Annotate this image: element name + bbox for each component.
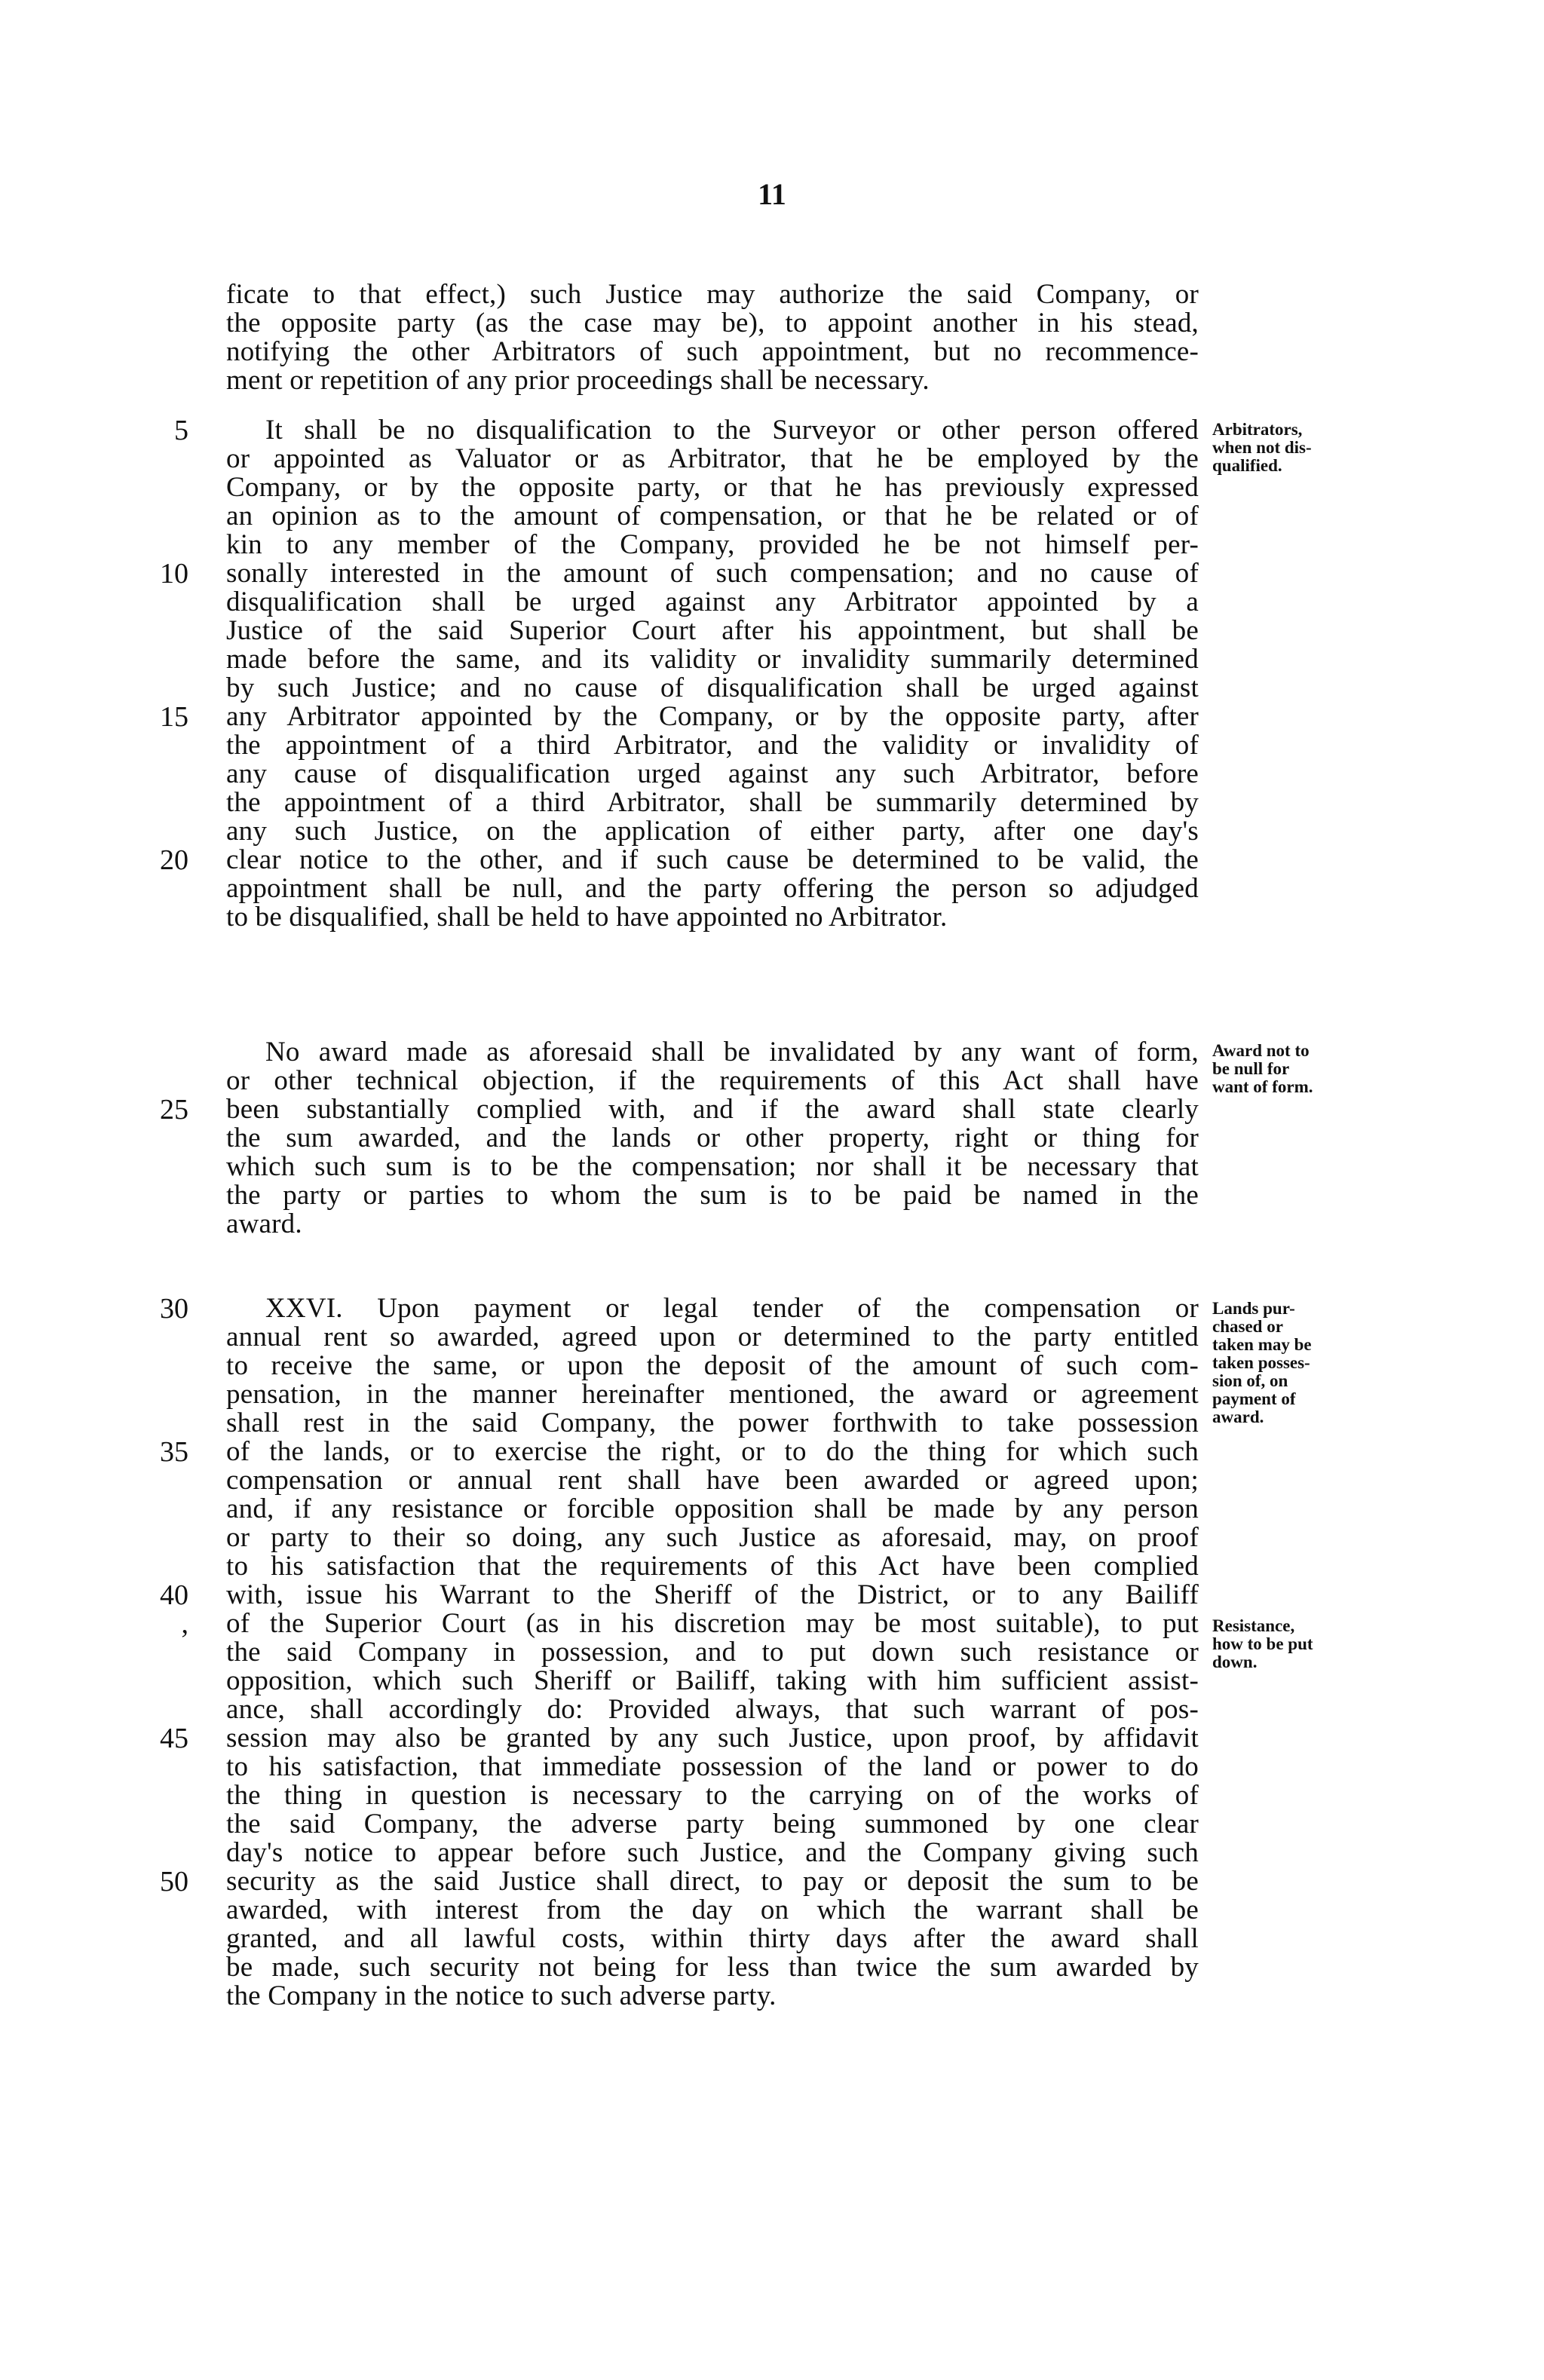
text-line: of the lands, or to exercise the right, or to do the thing for which such <box>226 1436 1199 1467</box>
line-number: 15 <box>160 701 188 733</box>
text-line: to be disqualified, shall be held to have appointed no Arbitrator. <box>226 902 948 933</box>
margin-note-line: Resistance, <box>1212 1616 1295 1635</box>
text-line: kin to any member of the Company, provided he be not himself per- <box>226 529 1199 560</box>
text-line: compensation or annual rent shall have been awarded or agreed upon; <box>226 1465 1199 1496</box>
text-line: the appointment of a third Arbitrator, and the validity or invalidity of <box>226 730 1199 761</box>
line-number: 10 <box>160 558 188 590</box>
page-number: 11 <box>758 177 786 211</box>
margin-note-line: want of form. <box>1212 1077 1313 1096</box>
text-line: clear notice to the other, and if such cause be determined to be valid, the <box>226 844 1199 875</box>
line-number: 35 <box>160 1436 188 1468</box>
text-line: or appointed as Valuator or as Arbitrator, that he be employed by the <box>226 443 1199 474</box>
text-line: the Company in the notice to such adverse party. <box>226 1980 777 2011</box>
line-number: , <box>181 1608 188 1640</box>
text-line: to receive the same, or upon the deposit of the amount of such com- <box>226 1350 1199 1381</box>
margin-note-line: down. <box>1212 1653 1258 1671</box>
text-line: appointment shall be null, and the party offering the person so adjudged <box>226 873 1199 904</box>
text-line: or party to their so doing, any such Justice as aforesaid, may, on proof <box>226 1522 1199 1553</box>
margin-note-line: chased or <box>1212 1317 1283 1336</box>
text-line: ficate to that effect,) such Justice may authorize the said Company, or <box>226 279 1199 310</box>
text-line: XXVI. Upon payment or legal tender of the compensation or <box>265 1293 1199 1324</box>
line-number: 20 <box>160 844 188 876</box>
text-line: the thing in question is necessary to the carrying on of the works of <box>226 1780 1199 1811</box>
text-line: disqualification shall be urged against any Arbitrator appointed by a <box>226 587 1199 617</box>
margin-note-line: sion of, on <box>1212 1371 1288 1390</box>
text-line: ance, shall accordingly do: Provided always, that such warrant of pos- <box>226 1694 1199 1725</box>
text-line: to his satisfaction, that immediate possession of the land or power to do <box>226 1751 1199 1782</box>
text-line: day's notice to appear before such Justice, and the Company giving such <box>226 1837 1199 1868</box>
line-number: 50 <box>160 1866 188 1898</box>
text-line: been substantially complied with, and if the award shall state clearly <box>226 1094 1199 1125</box>
text-line: the party or parties to whom the sum is to be paid be named in the <box>226 1180 1199 1211</box>
margin-note-resistance <box>1212 1617 1374 1671</box>
margin-note-line: taken posses- <box>1212 1353 1310 1372</box>
text-line: awarded, with interest from the day on which the warrant shall be <box>226 1895 1199 1925</box>
text-line: shall rest in the said Company, the power forthwith to take possession <box>226 1407 1199 1438</box>
margin-note-line: award. <box>1212 1407 1264 1426</box>
text-line: by such Justice; and no cause of disqualification shall be urged against <box>226 672 1199 703</box>
text-line: ment or repetition of any prior proceedings shall be necessary. <box>226 365 930 396</box>
text-line: with, issue his Warrant to the Sheriff of the District, or to any Bailiff <box>226 1579 1199 1610</box>
line-number: 25 <box>160 1094 188 1126</box>
text-line: sonally interested in the amount of such compensation; and no cause of <box>226 558 1199 589</box>
margin-note-line: Award not to <box>1212 1041 1310 1060</box>
margin-note-line: be null for <box>1212 1059 1290 1078</box>
margin-note-line: taken may be <box>1212 1335 1312 1354</box>
margin-note-lands-purchased <box>1212 1300 1374 1426</box>
text-line: the sum awarded, and the lands or other property, right or thing for <box>226 1123 1199 1153</box>
text-line: of the Superior Court (as in his discretion may be most suitable), to put <box>226 1608 1199 1639</box>
text-line: any cause of disqualification urged against any such Arbitrator, before <box>226 758 1199 789</box>
text-line: It shall be no disqualification to the Surveyor or other person offered <box>265 415 1199 446</box>
text-line: award. <box>226 1208 302 1239</box>
text-line: which such sum is to be the compensation; nor shall it be necessary that <box>226 1151 1199 1182</box>
margin-note-line: Arbitrators, <box>1212 420 1303 439</box>
text-line: an opinion as to the amount of compensation, or that he be related or of <box>226 501 1199 531</box>
margin-note-line: qualified. <box>1212 456 1282 475</box>
margin-note-line: how to be put <box>1212 1634 1313 1653</box>
text-line: or other technical objection, if the requirements of this Act shall have <box>226 1065 1199 1096</box>
text-line: made before the same, and its validity or invalidity summarily determined <box>226 644 1199 675</box>
line-number: 45 <box>160 1723 188 1754</box>
text-line: the said Company, the adverse party being summoned by one clear <box>226 1809 1199 1839</box>
text-line: the said Company in possession, and to put down such resistance or <box>226 1637 1199 1668</box>
text-line: annual rent so awarded, agreed upon or determined to the party entitled <box>226 1322 1199 1352</box>
text-line: Company, or by the opposite party, or that he has previously expressed <box>226 472 1199 503</box>
line-number: 40 <box>160 1579 188 1611</box>
text-line: any Arbitrator appointed by the Company, or by the opposite party, after <box>226 701 1199 732</box>
text-line: No award made as aforesaid shall be invalidated by any want of form, <box>265 1037 1199 1067</box>
text-line: opposition, which such Sheriff or Bailiff, taking with him sufficient assist- <box>226 1665 1199 1696</box>
margin-note-arbitrators <box>1212 421 1374 475</box>
text-line: security as the said Justice shall direct, to pay or deposit the sum to be <box>226 1866 1199 1897</box>
line-number: 30 <box>160 1293 188 1325</box>
margin-note-line: Lands pur- <box>1212 1299 1295 1318</box>
text-line: Justice of the said Superior Court after his appointment, but shall be <box>226 615 1199 646</box>
text-line: and, if any resistance or forcible opposition shall be made by any person <box>226 1493 1199 1524</box>
text-line: notifying the other Arbitrators of such appointment, but no recommence- <box>226 336 1199 367</box>
text-line: be made, such security not being for less than twice the sum awarded by <box>226 1952 1199 1983</box>
text-line: pensation, in the manner hereinafter mentioned, the award or agreement <box>226 1379 1199 1410</box>
line-number: 5 <box>174 415 188 446</box>
text-line: any such Justice, on the application of either party, after one day's <box>226 816 1199 847</box>
text-line: session may also be granted by any such Justice, upon proof, by affidavit <box>226 1723 1199 1754</box>
text-line: the appointment of a third Arbitrator, shall be summarily determined by <box>226 787 1199 818</box>
text-line: to his satisfaction that the requirements of this Act have been complied <box>226 1551 1199 1582</box>
margin-note-line: payment of <box>1212 1389 1296 1408</box>
text-line: granted, and all lawful costs, within thirty days after the award shall <box>226 1923 1199 1954</box>
margin-note-line: when not dis- <box>1212 438 1312 457</box>
text-line: the opposite party (as the case may be), to appoint another in his stead, <box>226 308 1199 338</box>
margin-note-award-not-null <box>1212 1042 1374 1096</box>
